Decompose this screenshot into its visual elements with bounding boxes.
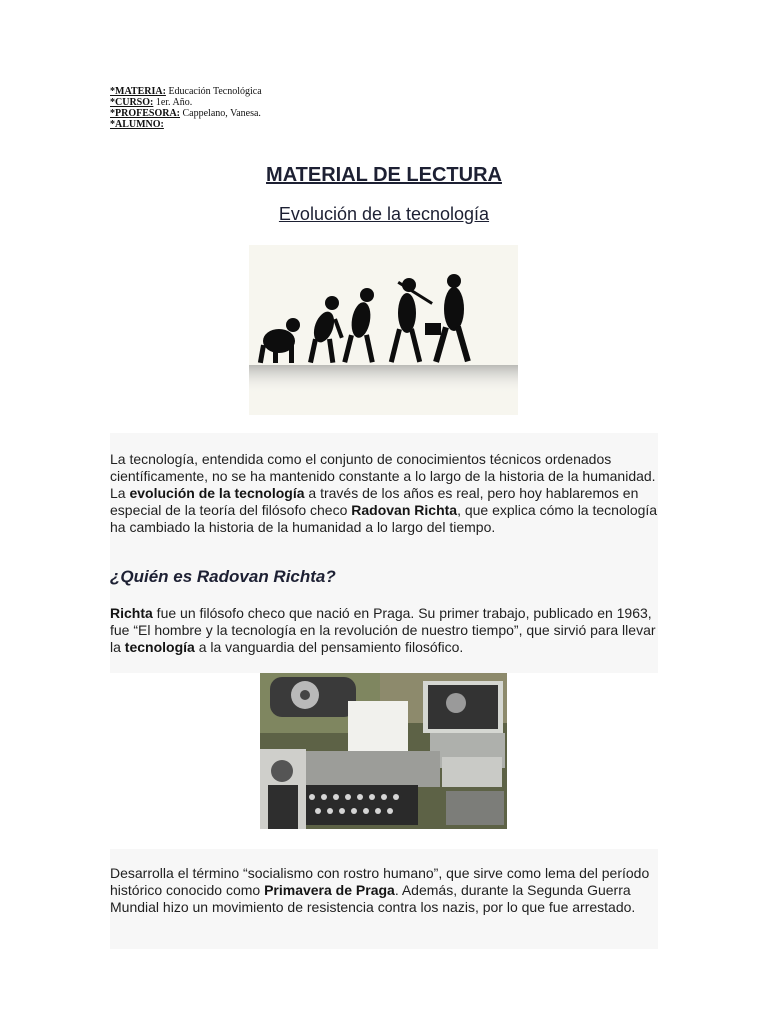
curso-value: 1er. Año. [155, 97, 193, 108]
alumno-label: *ALUMNO: [110, 119, 164, 130]
closing-bold-1: Primavera de Praga [264, 882, 395, 898]
curso-label: *CURSO: [110, 97, 154, 108]
curso-line [110, 97, 262, 108]
technology-collage-image [260, 673, 507, 829]
human-evolution-icon [249, 245, 518, 415]
bio-text-2: a la vanguardia del pensamiento filosófico. [194, 639, 464, 655]
closing-paragraph [110, 865, 658, 916]
closing-text-1: Desarrolla el término “socialismo con rostro humano”, que sirve como lema del período histórico conocido como [110, 865, 650, 898]
page-subtitle: Evolución de la tecnología [278, 204, 490, 224]
bio-bold-2: tecnología [124, 639, 195, 655]
intro-bold-2: Radovan Richta [351, 502, 458, 518]
profesora-label: *PROFESORA: [110, 108, 180, 119]
profesora-line [110, 108, 262, 119]
materia-label: *MATERIA: [110, 86, 166, 97]
intro-text-1: La tecnología, entendida como el conjunto de conocimientos técnicos ordenados científicamente, no se ha mantenido constante a lo largo de la historia de la humanidad. La [110, 451, 656, 501]
technology-collage-icon [260, 673, 507, 829]
bio-text-1: fue un filósofo checo que nació en Praga. Su primer trabajo, publicado en 1963, fue “El hombre y la tecnología en la revolución de nuestro tiempo”, que sirvió para llevar la [110, 605, 656, 655]
header-block [110, 86, 262, 130]
bio-bold-1: Richta [110, 605, 153, 621]
evolution-image [249, 245, 518, 415]
intro-bold-1: evolución de la tecnología [129, 485, 305, 501]
page-title: MATERIAL DE LECTURA [266, 164, 502, 186]
intro-text-2: a través de los años es real, pero hoy hablaremos en especial de la teoría del filósofo checo [110, 485, 639, 518]
alumno-line [110, 119, 262, 130]
profesora-value: Cappelano, Vanesa. [182, 108, 261, 119]
closing-text-2: . Además, durante la Segunda Guerra Mundial hizo un movimiento de resistencia contra los nazis, por lo que fue arrestado. [110, 882, 636, 915]
intro-paragraph [110, 451, 658, 536]
section-heading: ¿Quién es Radovan Richta? [110, 567, 336, 586]
bio-paragraph [110, 605, 658, 656]
materia-line [110, 86, 262, 97]
intro-text-3: , que explica cómo la tecnología ha cambiado la historia de la humanidad a lo largo del tiempo. [110, 502, 658, 535]
materia-value: Educación Tecnológica [168, 86, 262, 97]
